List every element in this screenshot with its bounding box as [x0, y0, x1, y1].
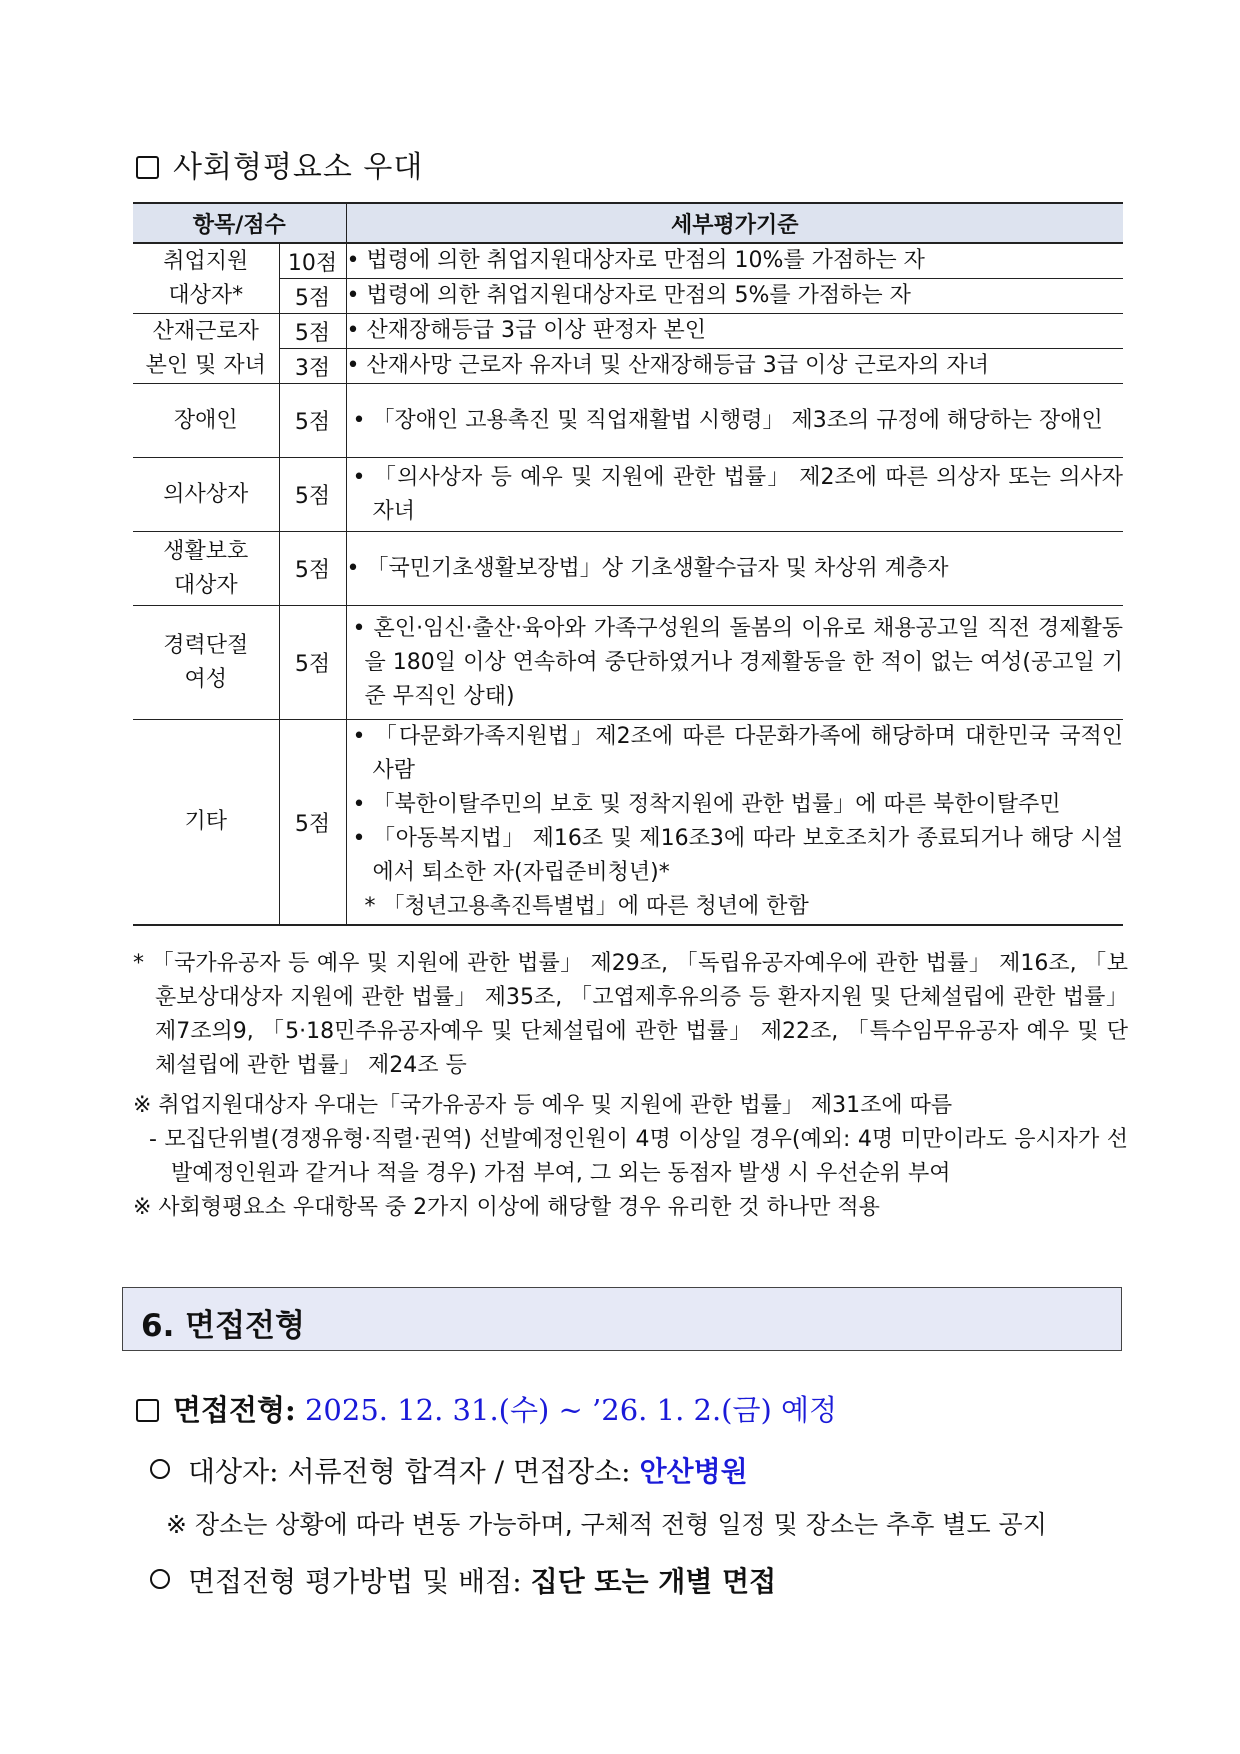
score-cell: 5점: [279, 384, 346, 458]
table-row: [133, 243, 1123, 279]
criteria-youth-note: * 「청년고용촉진특별법」에 따른 청년에 한함: [364, 894, 809, 919]
score-cell: 5점: [279, 720, 346, 926]
method-value: 집단 또는 개별 면접: [530, 1565, 777, 1598]
venue-notice: ※ 장소는 상황에 따라 변동 가능하며, 구체적 전형 일정 및 장소는 추후 별도 공지: [166, 1510, 1047, 1539]
interview-label: 면접전형:: [173, 1393, 296, 1427]
criteria-cell: • 산재장해등급 3급 이상 판정자 본인: [346, 314, 1123, 349]
criteria-cell: • 혼인·임신·출산·육아와 가족구성원의 돌봄의 이유로 채용공고일 직전 경제활동을 180일 이상 연속하여 중단하였거나 경제활동을 한 적이 없는 여성(공고일 기준 무직인 상태): [352, 615, 1124, 709]
footnote-preference-basis: ※ 취업지원대상자 우대는「국가유공자 등 예우 및 지원에 관한 법률」 제31조에 따름: [133, 1093, 953, 1118]
section-6-title: 6. 면접전형: [141, 1308, 305, 1344]
criteria-cell: • 법령에 의한 취업지원대상자로 만점의 10%를 가점하는 자: [346, 243, 1123, 279]
criteria-child-welfare: • 「아동복지법」 제16조 및 제16조3에 따라 보호조치가 종료되거나 해당 시설에서 퇴소한 자(자립준비청년)*: [352, 826, 1124, 885]
table-row: [133, 349, 1123, 384]
row-label-employment: 취업지원 대상자*: [133, 243, 279, 314]
criteria-cell: • 「장애인 고용촉진 및 직업재활법 시행령」 제3조의 규정에 해당하는 장애인: [352, 407, 1103, 433]
footnote-law-list: * 「국가유공자 등 예우 및 지원에 관한 법률」 제29조, 「독립유공자예우에 관한 법률」 제16조, 「보훈보상대상자 지원에 관한 법률」 제35조, 「고엽제후유의증 등 환자지원 및 단체설립에 관한 법률」 제7조의9, 「5·18민주유공자예우 및 단체설립에 관한 법률」 제22조, 「특수임무유공자 예우 및 단체설립에 관한 법률」 제24조 등: [133, 951, 1128, 1078]
row-label-livelihood: 생활보호 대상자: [133, 532, 279, 606]
criteria-defector: • 「북한이탈주민의 보호 및 정착지원에 관한 법률」에 따른 북한이탈주민: [352, 792, 1061, 817]
row-label-righteous: 의사상자: [133, 458, 279, 532]
target-label: 대상자: 서류전형 합격자 / 면접장소:: [188, 1455, 631, 1488]
table-row: [133, 458, 1123, 532]
criteria-table: [133, 202, 1123, 926]
footnote-bonus-rule: - 모집단위별(경쟁유형·직렬·권역) 선발예정인원이 4명 이상일 경우(예외: 4명 미만이라도 응시자가 선발예정인원과 같거나 적을 경우) 가점 부여, 그 외는 동점자 발생 시 우선순위 부여: [149, 1127, 1128, 1186]
score-cell: 5점: [279, 314, 346, 349]
section-6-header: [122, 1287, 1122, 1351]
score-cell: 3점: [279, 349, 346, 384]
table-row: [133, 532, 1123, 606]
checkbox-square-icon: [136, 1399, 159, 1422]
score-cell: 5점: [279, 458, 346, 532]
footnote-single-apply: ※ 사회형평요소 우대항목 중 2가지 이상에 해당할 경우 유리한 것 하나만 적용: [133, 1195, 880, 1220]
interview-schedule: [136, 1388, 837, 1429]
interview-venue: 안산병원: [639, 1455, 748, 1488]
circle-bullet-icon: [150, 1569, 170, 1589]
row-label-disabled: 장애인: [133, 384, 279, 458]
score-cell: 5점: [279, 532, 346, 606]
score-cell: 5점: [279, 606, 346, 720]
section-heading: [136, 142, 423, 186]
table-row: [133, 720, 1123, 926]
criteria-cell: • 법령에 의한 취업지원대상자로 만점의 5%를 가점하는 자: [346, 279, 1123, 314]
header-item: 항목/점수: [133, 203, 346, 243]
interview-method: [150, 1560, 776, 1600]
score-cell: 5점: [279, 279, 346, 314]
table-row: [133, 279, 1123, 314]
criteria-multicultural: • 「다문화가족지원법」제2조에 따른 다문화가족에 해당하며 대한민국 국적인 사람: [352, 724, 1124, 783]
criteria-cell: • 「의사상자 등 예우 및 지원에 관한 법률」 제2조에 따른 의상자 또는 의사자 자녀: [352, 464, 1124, 524]
footnotes: [133, 947, 1128, 1225]
table-header-row: [133, 203, 1123, 243]
section-heading-text: 사회형평요소 우대: [173, 150, 424, 185]
method-label: 면접전형 평가방법 및 배점:: [188, 1565, 522, 1598]
table-row: [133, 314, 1123, 349]
row-label-career-break: 경력단절 여성: [133, 606, 279, 720]
score-cell: 10점: [279, 243, 346, 279]
header-criteria: 세부평가기준: [346, 203, 1123, 243]
checkbox-square-icon: [136, 156, 159, 179]
interview-target: [150, 1450, 748, 1490]
criteria-cell: • 산재사망 근로자 유자녀 및 산재장해등급 3급 이상 근로자의 자녀: [346, 349, 1123, 384]
row-label-industrial: 산재근로자 본인 및 자녀: [133, 314, 279, 384]
interview-date: 2025. 12. 31.(수) ~ ’26. 1. 2.(금) 예정: [304, 1393, 838, 1427]
row-label-others: 기타: [133, 720, 279, 926]
table-row: [133, 606, 1123, 720]
criteria-cell: • 「국민기초생활보장법」상 기초생활수급자 및 차상위 계층자: [346, 532, 1123, 606]
table-row: [133, 384, 1123, 458]
circle-bullet-icon: [150, 1459, 170, 1479]
